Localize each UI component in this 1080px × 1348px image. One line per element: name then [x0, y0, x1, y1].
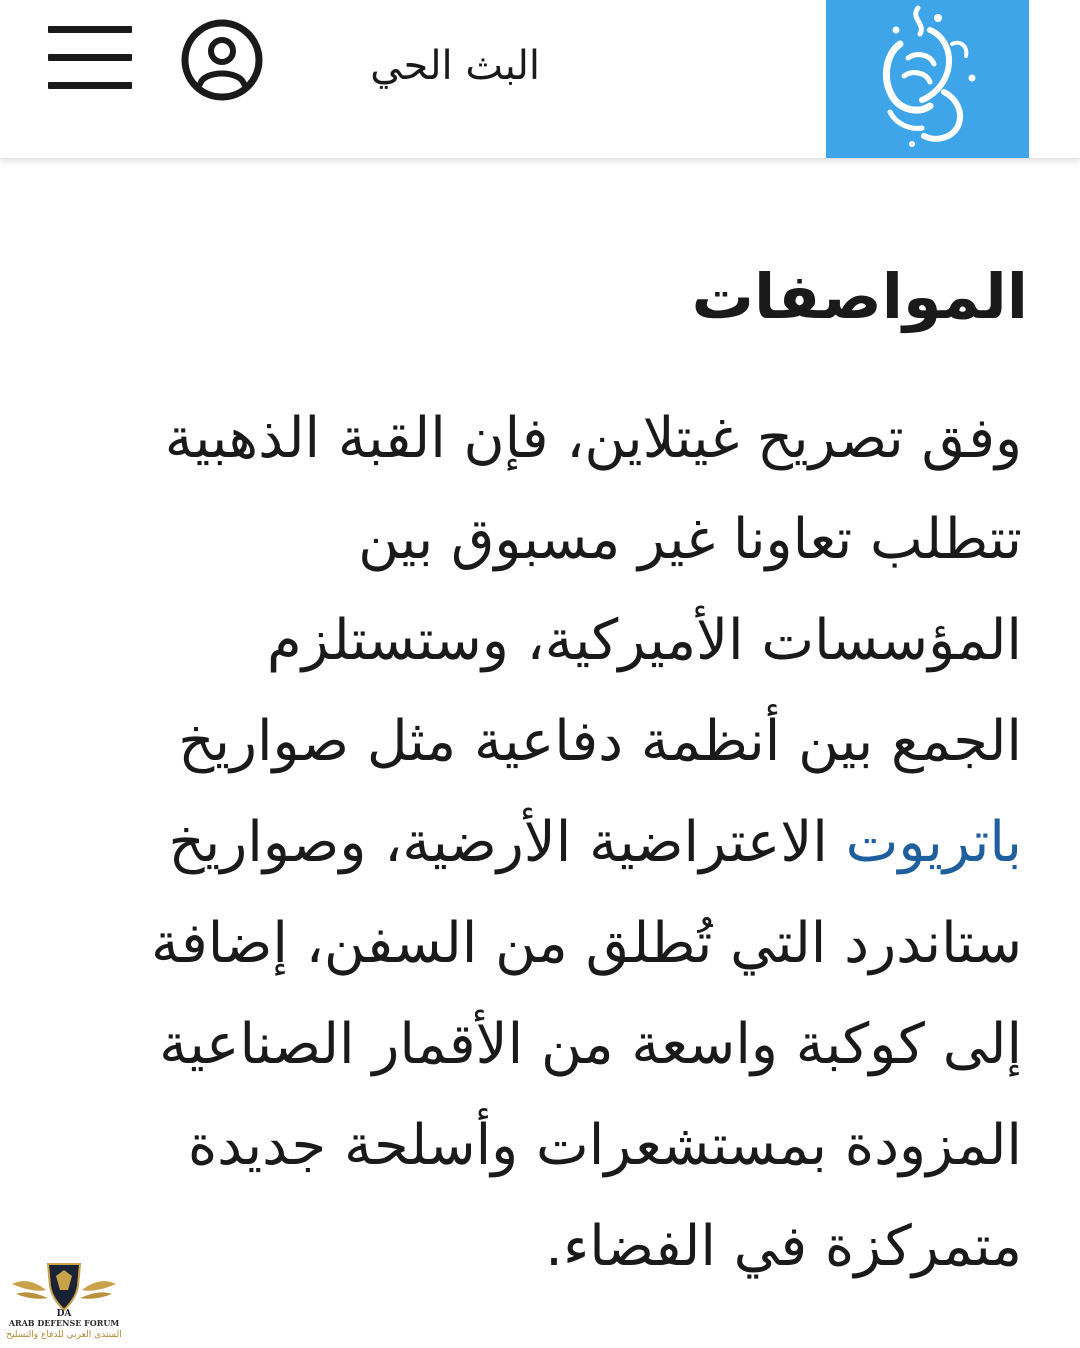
svg-text:DA: DA	[56, 1309, 72, 1318]
hamburger-menu-icon-bar	[48, 82, 132, 89]
al-jazeera-logo-icon	[826, 0, 1029, 158]
paragraph-line: المزودة بمستشعرات وأسلحة جديدة	[187, 1113, 1022, 1178]
watermark-arabic-text: المنتدى العربي للدفاع والتسليح	[6, 1330, 122, 1340]
section-heading: المواصفات	[691, 260, 1028, 333]
paragraph-line: تتطلب تعاونا غير مسبوق بين	[358, 507, 1022, 572]
hamburger-menu-icon-bar	[48, 54, 132, 61]
paragraph-line: متمركزة في الفضاء.	[545, 1214, 1022, 1279]
arab-defense-forum-watermark	[4, 1256, 124, 1346]
paragraph-line: الجمع بين أنظمة دفاعية مثل صواريخ	[178, 709, 1022, 774]
user-account-icon	[180, 18, 264, 102]
watermark-english-text: ARAB DEFENSE FORUM	[8, 1318, 120, 1328]
hamburger-menu-icon	[48, 26, 132, 33]
paragraph-line: إلى كوكبة واسعة من الأقمار الصناعية	[159, 1012, 1022, 1077]
account-button[interactable]	[180, 18, 264, 102]
article-paragraph	[62, 388, 1022, 1297]
menu-button[interactable]	[48, 26, 134, 90]
top-header	[0, 0, 1080, 159]
paragraph-line-with-link	[62, 792, 1022, 893]
patriot-link[interactable]: باتريوت	[845, 810, 1022, 875]
paragraph-line-text: الاعتراضية الأرضية، وصواريخ	[168, 810, 846, 875]
paragraph-line: المؤسسات الأميركية، وستستلزم	[267, 608, 1022, 673]
paragraph-line: وفق تصريح غيتلاين، فإن القبة الذهبية	[164, 406, 1022, 471]
arab-defense-forum-logo	[10, 1256, 118, 1318]
paragraph-line: ستاندرد التي تُطلق من السفن، إضافة	[150, 911, 1022, 976]
live-stream-link[interactable]: البث الحي	[370, 43, 540, 89]
al-jazeera-logo[interactable]	[826, 0, 1029, 158]
